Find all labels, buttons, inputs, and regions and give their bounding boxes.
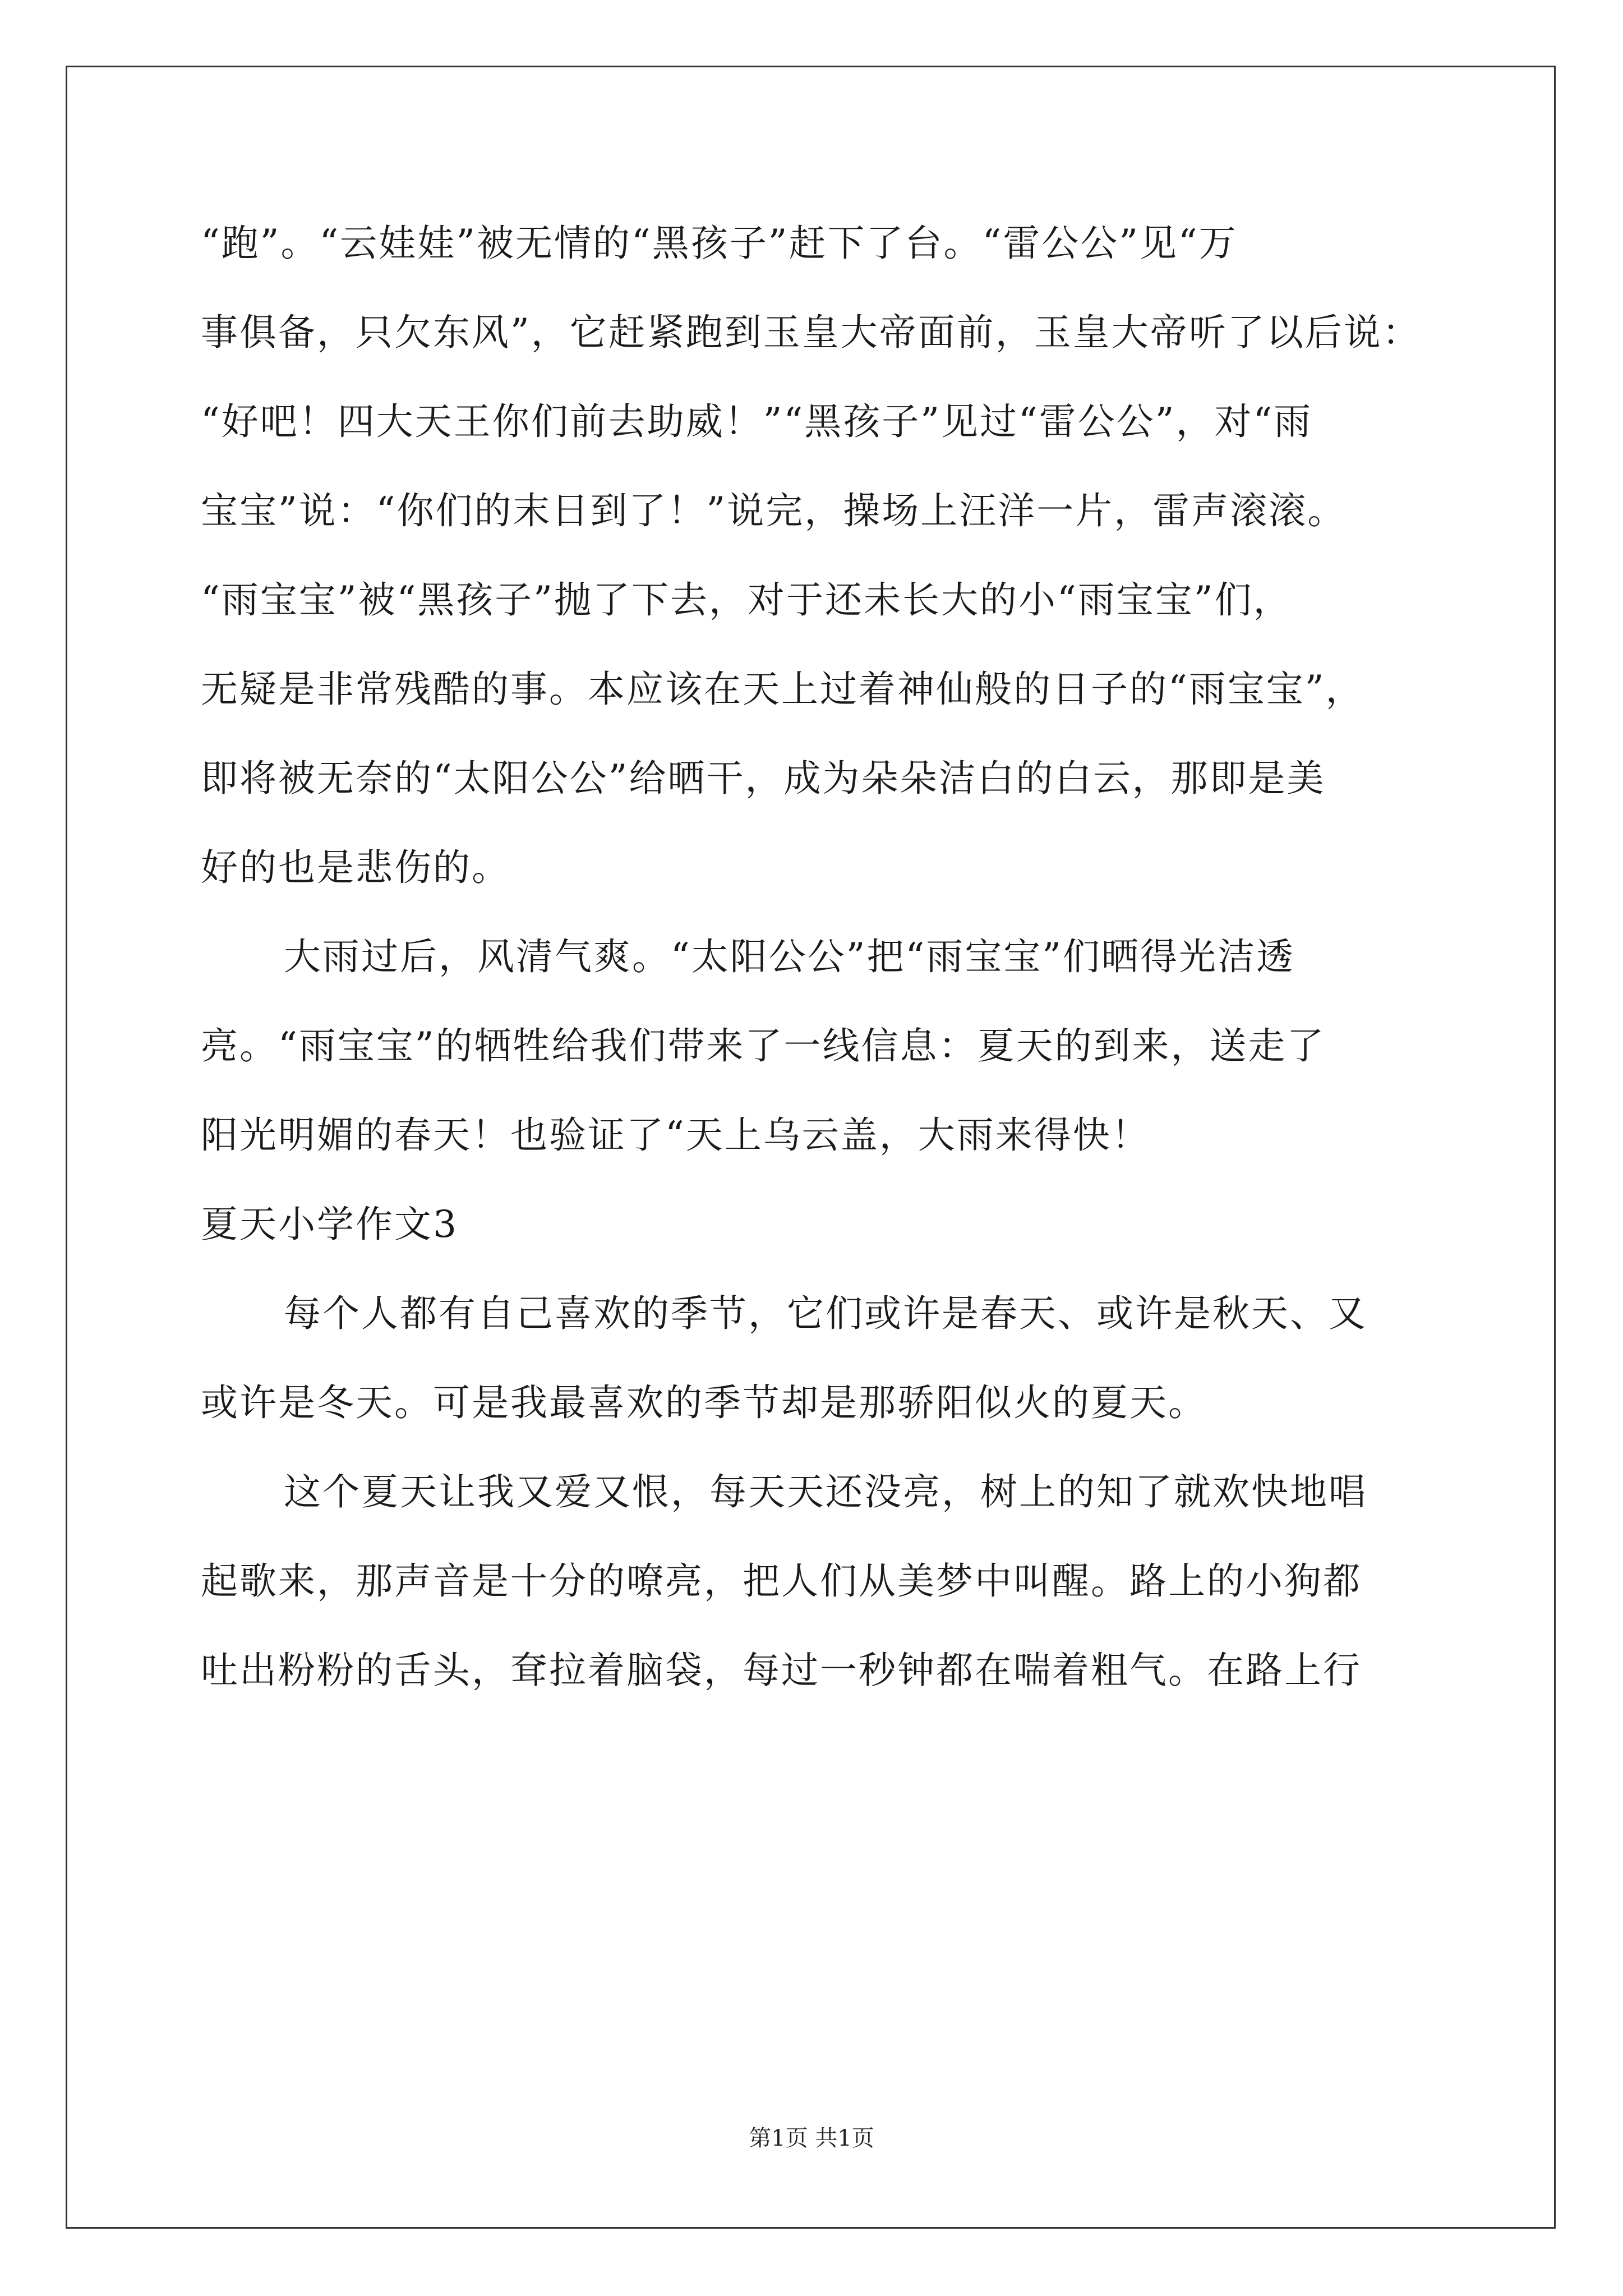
- paragraph-start-line: 大雨过后，风清气爽。“太阳公公”把“雨宝宝”们晒得光洁透: [284, 935, 1295, 978]
- text-line: 吐出粉粉的舌头，耷拉着脑袋，每过一秒钟都在喘着粗气。在路上行: [201, 1649, 1362, 1692]
- text-line: 或许是冬天。可是我最喜欢的季节却是那骄阳似火的夏天。: [201, 1381, 1207, 1424]
- text-line: 好的也是悲伤的。: [201, 846, 510, 889]
- text-line: “雨宝宝”被“黑孩子”抛了下去，对于还未长大的小“雨宝宝”们，: [201, 578, 1292, 622]
- text-line: 亮。“雨宝宝”的牺牲给我们带来了一线信息：夏天的到来，送走了: [201, 1024, 1326, 1068]
- text-line: 事俱备，只欠东风”，它赶紧跑到玉皇大帝面前，玉皇大帝听了以后说：: [201, 311, 1421, 354]
- paragraph-start-line: 每个人都有自己喜欢的季节，它们或许是春天、或许是秋天、又: [284, 1292, 1367, 1335]
- text-line: 无疑是非常残酷的事。本应该在天上过着神仙般的日子的“雨宝宝”，: [201, 668, 1364, 711]
- paragraph-start-line: 这个夏天让我又爱又恨，每天天还没亮，树上的知了就欢快地唱: [284, 1470, 1367, 1513]
- document-body: [201, 213, 1429, 1729]
- text-line: 起歌来，那声音是十分的嘹亮，把人们从美梦中叫醒。路上的小狗都: [201, 1559, 1362, 1603]
- text-line: 宝宝”说：“你们的末日到了！”说完，操场上汪洋一片，雷声滚滚。: [201, 489, 1347, 532]
- text-line: 即将被无奈的“太阳公公”给晒干，成为朵朵洁白的白云，那即是美: [201, 757, 1326, 800]
- text-line: “好吧！四大天王你们前去助威！”“黑孩子”见过“雷公公”，对“雨: [201, 400, 1313, 443]
- section-heading: 夏天小学作文3: [201, 1203, 458, 1246]
- page-number-footer: 第1页 共1页: [749, 2125, 874, 2151]
- text-line: 阳光明媚的春天！也验证了“天上乌云盖，大雨来得快！: [201, 1114, 1150, 1157]
- text-line: “跑”。“云娃娃”被无情的“黑孩子”赶下了台。“雷公公”见“万: [201, 222, 1238, 265]
